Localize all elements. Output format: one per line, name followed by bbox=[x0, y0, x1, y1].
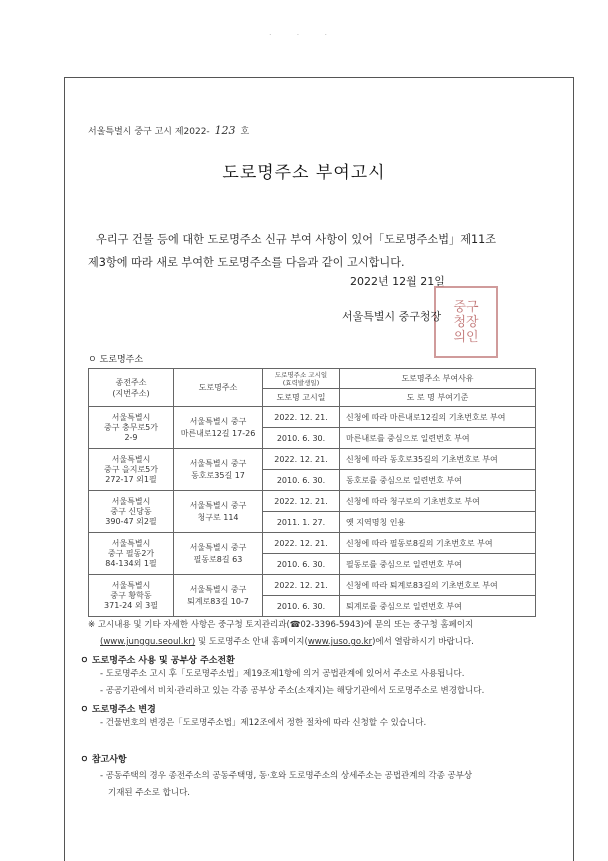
notice-date-cell: 2010. 6. 30. bbox=[263, 596, 340, 617]
notice-date-cell: 2022. 12. 21. bbox=[263, 533, 340, 554]
road-address-cell bbox=[174, 407, 263, 449]
notice-date-cell: 2022. 12. 21. bbox=[263, 407, 340, 428]
old-address-cell bbox=[89, 491, 174, 533]
road-address-cell bbox=[174, 449, 263, 491]
body-line-1: 우리구 건물 등에 대한 도로명주소 신규 부여 사항이 있어「도로명주소법」제11조 bbox=[96, 233, 497, 246]
table-row bbox=[89, 491, 536, 512]
old-address-line: 2-9 bbox=[124, 432, 138, 442]
header-old-address-label: 종전주소 bbox=[115, 377, 147, 387]
old-address-line: 중구 필동2가 bbox=[107, 548, 155, 558]
notice-date-cell: 2010. 6. 30. bbox=[263, 470, 340, 491]
road-address-cell bbox=[174, 491, 263, 533]
road-address-cell bbox=[174, 575, 263, 617]
old-address-line: 서울특별시 bbox=[111, 538, 151, 548]
notice-date-cell: 2022. 12. 21. bbox=[263, 449, 340, 470]
reason-cell: 신청에 따라 동호로35길의 기초번호로 부여 bbox=[340, 449, 536, 470]
old-address-line: 84-134외 1필 bbox=[105, 558, 157, 568]
reason-cell: 필동로를 중심으로 일련번호 부여 bbox=[340, 554, 536, 575]
table-row bbox=[89, 449, 536, 470]
header-old-address bbox=[89, 369, 174, 407]
official-seal: 중구 청장 의인 bbox=[434, 286, 498, 358]
header-notice-date-label: 도로명주소 고시일 bbox=[274, 370, 328, 379]
usage-note-2: - 공공기관에서 비치·관리하고 있는 각종 공부상 주소(소재지)는 해당기관에서 도로명주소로 변경합니다. bbox=[100, 686, 485, 696]
old-address-line: 중구 을지로5가 bbox=[103, 464, 158, 474]
road-address-line: 서울특별시 중구 bbox=[189, 584, 247, 594]
change-notes bbox=[100, 715, 560, 732]
notice-date-cell: 2011. 1. 27. bbox=[263, 512, 340, 533]
old-address-cell bbox=[89, 533, 174, 575]
road-address-line: 퇴계로83길 10-7 bbox=[187, 596, 249, 606]
old-address-cell bbox=[89, 575, 174, 617]
header-notice-date bbox=[263, 369, 340, 389]
notice-prefix: 서울특별시 중구 고시 제2022- bbox=[88, 127, 210, 137]
page-title: 도로명주소 부여고시 bbox=[222, 163, 386, 183]
reference-note-2: 기재된 주소로 합니다. bbox=[108, 788, 191, 798]
footnote-mid: 및 도로명주소 안내 홈페이지( bbox=[195, 637, 308, 647]
road-address-cell bbox=[174, 533, 263, 575]
reason-cell: 마른내로를 중심으로 일련번호 부여 bbox=[340, 428, 536, 449]
header-road-notice-date: 도로명 고시일 bbox=[263, 389, 340, 407]
header-reason: 도로명주소 부여사유 bbox=[340, 369, 536, 389]
body-line-2: 제3항에 따라 새로 부여한 도로명주소를 다음과 같이 고시합니다. bbox=[88, 256, 405, 269]
body-paragraph bbox=[88, 228, 558, 274]
reason-cell: 신청에 따라 마른내로12길의 기초번호로 부여 bbox=[340, 407, 536, 428]
reason-cell: 옛 지역명칭 인용 bbox=[340, 512, 536, 533]
old-address-line: 272-17 외1필 bbox=[105, 474, 157, 484]
old-address-cell bbox=[89, 449, 174, 491]
notice-suffix: 호 bbox=[240, 127, 250, 137]
table-row bbox=[89, 575, 536, 596]
reference-notes bbox=[100, 768, 560, 802]
old-address-line: 390-47 외2필 bbox=[105, 516, 157, 526]
notice-date-cell: 2022. 12. 21. bbox=[263, 575, 340, 596]
change-note-1: - 건물번호의 변경은「도로명주소법」제12조에서 정한 절차에 따라 신청할 수 있습니다. bbox=[100, 718, 427, 728]
footnote bbox=[88, 617, 558, 651]
old-address-line: 서울특별시 bbox=[111, 580, 151, 590]
table-row bbox=[89, 407, 536, 428]
juso-homepage-link[interactable]: www.juso.go.kr bbox=[307, 637, 373, 647]
road-address-line: 청구로 114 bbox=[197, 512, 239, 522]
old-address-line: 중구 황학동 bbox=[110, 590, 152, 600]
road-address-line: 서울특별시 중구 bbox=[189, 542, 247, 552]
road-address-line: 서울특별시 중구 bbox=[189, 416, 247, 426]
old-address-line: 서울특별시 bbox=[111, 496, 151, 506]
old-address-line: 서울특별시 bbox=[111, 454, 151, 464]
old-address-cell bbox=[89, 407, 174, 449]
header-reason-sub: 도 로 명 부여기준 bbox=[340, 389, 536, 407]
road-address-line: 서울특별시 중구 bbox=[189, 458, 247, 468]
reason-cell: 동호로를 중심으로 일련번호 부여 bbox=[340, 470, 536, 491]
section-reference-title: ㅇ 참고사항 bbox=[80, 755, 127, 765]
notice-handwritten-number: 123 bbox=[214, 124, 236, 137]
header-road-address: 도로명주소 bbox=[174, 369, 263, 407]
address-table bbox=[88, 368, 536, 617]
usage-notes bbox=[100, 666, 560, 700]
section-change-title: ㅇ 도로명주소 변경 bbox=[80, 705, 156, 715]
road-address-line: 필동로8길 63 bbox=[193, 554, 243, 564]
notice-date-cell: 2010. 6. 30. bbox=[263, 554, 340, 575]
footnote-end: )에서 열람하시기 바랍니다. bbox=[372, 637, 474, 647]
notice-date-cell: 2010. 6. 30. bbox=[263, 428, 340, 449]
usage-note-1: - 도로명주소 고시 후「도로명주소법」제19조제1항에 의거 공법관계에 있어서 주소로 사용됩니다. bbox=[100, 669, 465, 679]
old-address-line: 중구 충무로5가 bbox=[103, 422, 158, 432]
footnote-line-1: ※ 고시내용 및 기타 자세한 사항은 중구청 토지관리과(☎02-3396-5943)에 문의 또는 중구청 홈페이지 bbox=[88, 620, 474, 630]
section-usage-title: ㅇ 도로명주소 사용 및 공부상 주소전환 bbox=[80, 656, 235, 666]
old-address-line: 중구 신당동 bbox=[110, 506, 152, 516]
old-address-line: 서울특별시 bbox=[111, 412, 151, 422]
notice-date: 2022년 12월 21일 bbox=[350, 275, 445, 288]
old-address-line: 371-24 외 3필 bbox=[104, 600, 158, 610]
reason-cell: 신청에 따라 필동로8길의 기초번호로 부여 bbox=[340, 533, 536, 554]
reason-cell: 신청에 따라 퇴계로83길의 기초번호로 부여 bbox=[340, 575, 536, 596]
table-row bbox=[89, 533, 536, 554]
junggu-homepage-link[interactable]: (www.junggu.seoul.kr) bbox=[100, 637, 196, 647]
reference-note-1: - 공동주택의 경우 종전주소의 공동주택명, 동·호와 도로명주소의 상세주소는 공법관계의 각종 공부상 bbox=[100, 771, 473, 781]
notice-number bbox=[88, 124, 249, 137]
header-notice-date-sub: (효력발생일) bbox=[282, 378, 320, 387]
reason-cell: 신청에 따라 청구로의 기초번호로 부여 bbox=[340, 491, 536, 512]
road-address-line: 마른내로12길 17-26 bbox=[180, 428, 256, 438]
top-marks: . . . bbox=[269, 30, 339, 37]
footnote-line-2 bbox=[88, 634, 558, 651]
road-address-line: 서울특별시 중구 bbox=[189, 500, 247, 510]
notice-date-cell: 2022. 12. 21. bbox=[263, 491, 340, 512]
header-old-address-sub: (지번주소) bbox=[112, 388, 150, 398]
road-address-line: 동호로35길 17 bbox=[191, 470, 245, 480]
reason-cell: 퇴계로를 중심으로 일련번호 부여 bbox=[340, 596, 536, 617]
signatory: 서울특별시 중구청장 bbox=[342, 310, 442, 323]
section-address-title: ㅇ 도로명주소 bbox=[88, 355, 144, 365]
